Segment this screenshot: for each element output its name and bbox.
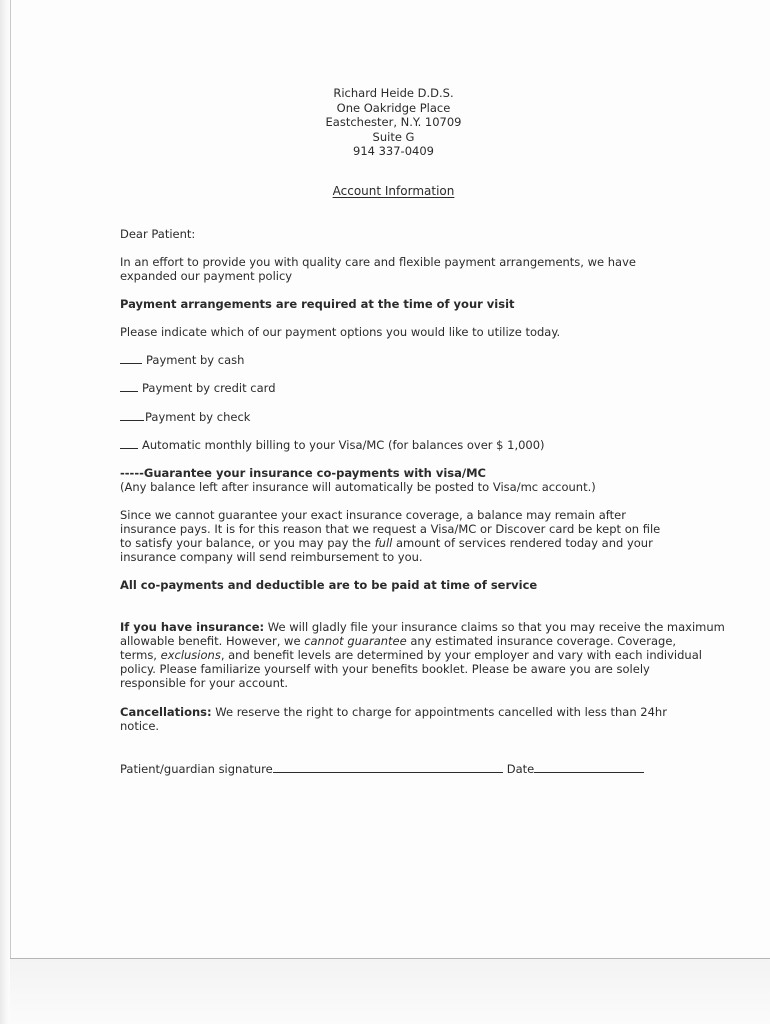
insurance-line-5: responsible for your account. <box>120 676 289 690</box>
option-cash[interactable]: Payment by cash <box>120 353 244 367</box>
practice-name: Richard Heide D.D.S. <box>333 86 454 100</box>
date-line[interactable] <box>534 771 644 773</box>
practice-phone: 914 337-0409 <box>353 144 434 158</box>
option-auto-billing-blank[interactable] <box>120 447 138 449</box>
option-credit-card-blank[interactable] <box>120 390 138 392</box>
intro-line-1: In an effort to provide you with quality care and flexible payment arrangements, we have <box>120 255 636 269</box>
insurance-line-2: allowable benefit. However, we cannot guarantee any estimated insurance coverage. Coverage, <box>120 634 677 648</box>
cancellations-line-2: notice. <box>120 719 160 733</box>
signature-row <box>120 762 644 776</box>
option-credit-card[interactable]: Payment by credit card <box>120 381 276 395</box>
options-prompt: Please indicate which of our payment options you would like to utilize today. <box>120 325 561 339</box>
signature-label: Patient/guardian signature <box>120 762 273 776</box>
insurance-line-4: policy. Please familiarize yourself with your benefits booklet. Please be aware you are solely <box>120 662 650 676</box>
guarantee-option[interactable]: -----Guarantee your insurance co-payments with visa/MC <box>120 466 486 480</box>
option-check[interactable]: Payment by check <box>120 410 250 424</box>
salutation: Dear Patient: <box>120 227 196 241</box>
practice-suite: Suite G <box>372 129 415 144</box>
guarantee-note: (Any balance left after insurance will automatically be posted to Visa/mc account.) <box>120 480 596 494</box>
document-title: Account Information <box>332 184 455 198</box>
option-check-blank[interactable] <box>120 419 144 421</box>
arrangements-heading: Payment arrangements are required at the time of your visit <box>120 297 515 311</box>
balance-line-3: to satisfy your balance, or you may pay the full amount of services rendered today and your <box>120 536 653 550</box>
date-label: Date <box>506 762 535 776</box>
cancellations-line-1: Cancellations: We reserve the right to charge for appointments cancelled with less than 24hr <box>120 705 667 719</box>
balance-line-1: Since we cannot guarantee your exact insurance coverage, a balance may remain after <box>120 508 626 522</box>
practice-street: One Oakridge Place <box>336 100 451 115</box>
option-auto-billing[interactable]: Automatic monthly billing to your Visa/MC (for balances over $ 1,000) <box>120 438 545 452</box>
balance-line-2: insurance pays. It is for this reason that we request a Visa/MC or Discover card be kept on file <box>120 522 661 536</box>
letterhead <box>0 86 770 159</box>
scan-margin <box>10 959 770 1024</box>
intro-line-2: expanded our payment policy <box>120 269 293 283</box>
copay-heading: All co-payments and deductible are to be paid at time of service <box>120 578 538 592</box>
option-cash-blank[interactable] <box>120 362 142 364</box>
practice-city: Eastchester, N.Y. 10709 <box>325 115 462 129</box>
balance-line-4: insurance company will send reimbursement to you. <box>120 550 423 564</box>
insurance-line-3: terms, exclusions, and benefit levels are determined by your employer and vary with each individual <box>120 648 702 662</box>
insurance-line-1: If you have insurance: We will gladly file your insurance claims so that you may receive the maximum <box>120 620 725 634</box>
signature-line[interactable] <box>273 771 503 773</box>
